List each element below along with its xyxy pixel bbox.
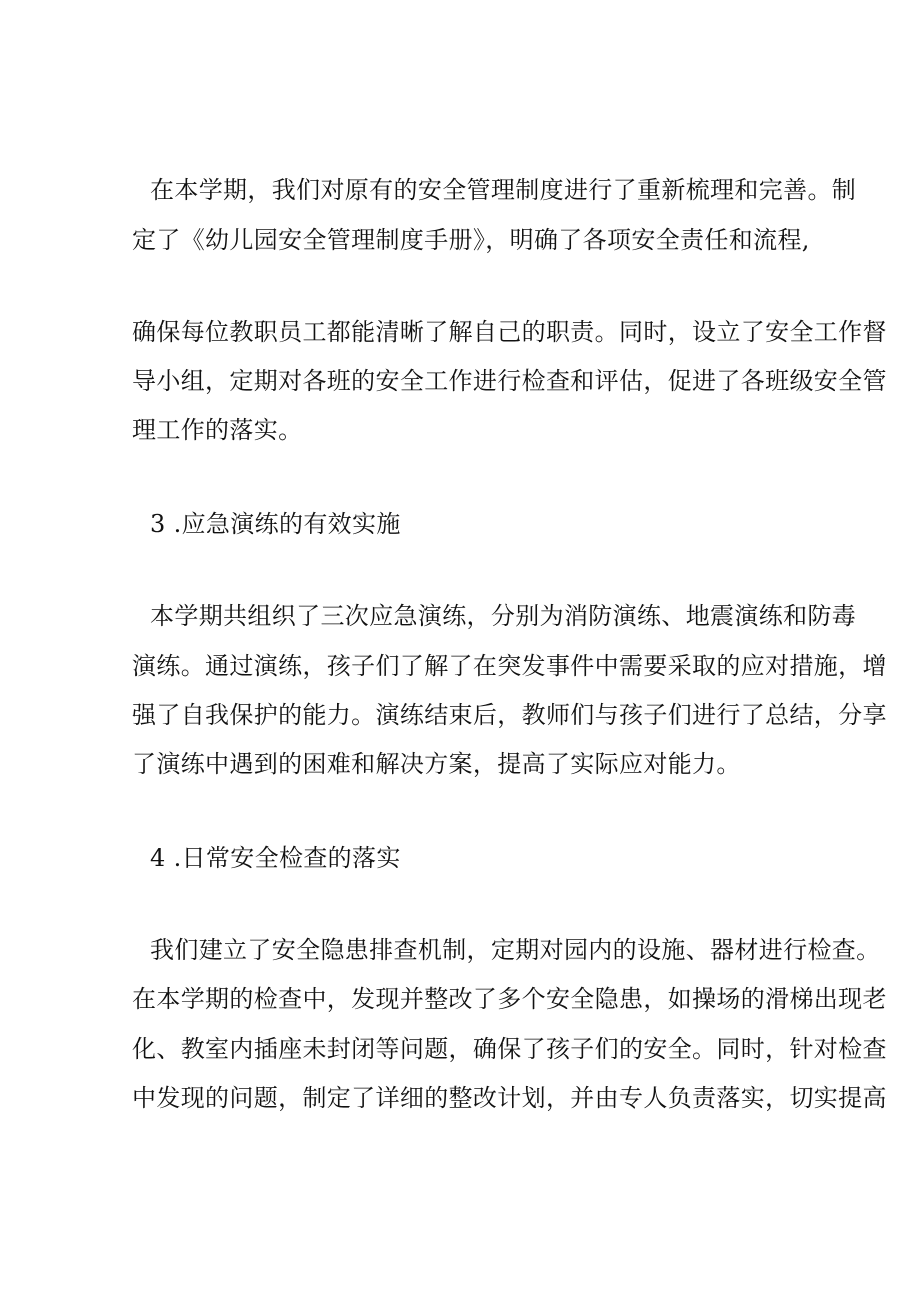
section-4-line-1: 我们建立了安全隐患排查机制，定期对园内的设施、器材进行检查。 [150,936,881,964]
section-3-line-1: 本学期共组织了三次应急演练，分别为消防演练、地震演练和防毒 [150,602,857,630]
paragraph-1-line-2: 定了《幼儿园安全管理制度手册》，明确了各项安全责任和流程, [132,226,810,254]
section-4-line-2: 在本学期的检查中，发现并整改了多个安全隐患，如操场的滑梯出现老 [132,985,887,1013]
section-3-line-2: 演练。通过演练，孩子们了解了在突发事件中需要采取的应对措施，增 [132,652,887,680]
paragraph-2-line-3: 理工作的落实。 [132,416,303,444]
section-3-line-3: 强了自我保护的能力。演练结束后，教师们与孩子们进行了总结，分享 [132,701,887,729]
section-3-heading: 3 .应急演练的有效实施 [150,510,401,538]
paragraph-2-line-2: 导小组，定期对各班的安全工作进行检查和评估，促进了各班级安全管 [132,367,887,395]
section-4-line-4: 中发现的问题，制定了详细的整改计划，并由专人负责落实，切实提高 [132,1084,887,1112]
section-3-line-4: 了演练中遇到的困难和解决方案，提高了实际应对能力。 [132,750,741,778]
section-4-heading: 4 .日常安全检查的落实 [150,844,401,872]
paragraph-1-line-1: 在本学期，我们对原有的安全管理制度进行了重新梳理和完善。制 [150,176,857,204]
paragraph-2-line-1: 确保每位教职员工都能清晰了解自己的职责。同时，设立了安全工作督 [132,318,887,346]
section-4-line-3: 化、教室内插座未封闭等问题，确保了孩子们的安全。同时，针对检查 [132,1035,887,1063]
